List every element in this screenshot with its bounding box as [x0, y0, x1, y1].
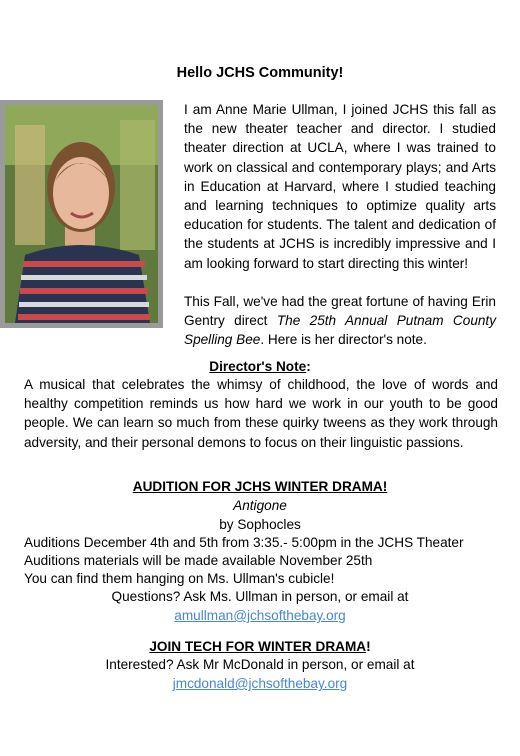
directors-note-heading-text: Director's Note — [209, 359, 307, 374]
intro-paragraph-production — [184, 292, 496, 350]
audition-questions: Questions? Ask Ms. Ullman in person, or email at — [111, 589, 409, 604]
audition-email-link[interactable]: amullman@jchsofthebay.org — [174, 608, 346, 623]
intro-text — [184, 100, 496, 349]
audition-play-title-text: Antigone — [233, 498, 287, 513]
show-title: The 25th Annual Putnam County Spelling Bee — [184, 313, 497, 348]
audition-heading: AUDITION FOR JCHS WINTER DRAMA! — [132, 479, 388, 494]
directors-note-body: A musical that celebrates the whimsy of childhood, the love of words and healthy competition reminds us how hard we work in our youth to be good people. We can learn so much from these quirky tweens as they work through adversity, and their personal demons to focus on their linguistic passions. — [24, 377, 498, 450]
intro-paragraph: I am Anne Marie Ullman, I joined JCHS this fall as the new theater teacher and director. I studied theater direction at UCLA, where I was trained to work on classical and contemporary plays; and Arts in Education at Harvard, where I studied teaching and learning techniques to optimize quality arts education for students. The talent and dedication of the students at JCHS is incredibly impressive and I am looking forward to start directing this winter! — [184, 102, 496, 271]
directors-note-colon: : — [306, 359, 311, 374]
audition-location: You can find them hanging on Ms. Ullman's cubicle! — [24, 571, 335, 586]
audition-email-row — [0, 606, 520, 625]
directors-note-heading — [0, 357, 520, 376]
audition-author: by Sophocles — [219, 517, 301, 532]
tech-heading-exclaim: ! — [366, 639, 371, 654]
teacher-photo — [0, 100, 163, 328]
audition-play-title — [0, 496, 520, 515]
tech-email-link[interactable]: jmcdonald@jchsofthebay.org — [172, 676, 348, 691]
intro-p2-end: . Here is her director's note. — [260, 332, 427, 348]
tech-contact: Interested? Ask Mr McDonald in person, or email at — [105, 657, 415, 672]
tech-email-row — [0, 674, 520, 693]
tech-heading — [0, 637, 520, 656]
page-title: Hello JCHS Community! — [176, 65, 344, 81]
tech-heading-text: JOIN TECH FOR WINTER DRAMA — [149, 639, 367, 654]
audition-materials: Auditions materials will be made available November 25th — [24, 553, 373, 568]
audition-dates: Auditions December 4th and 5th from 3:35.- 5:00pm in the JCHS Theater — [24, 535, 464, 550]
intro-p2-start: This Fall, we've had the great fortune of having Erin Gentry direct — [184, 293, 496, 329]
